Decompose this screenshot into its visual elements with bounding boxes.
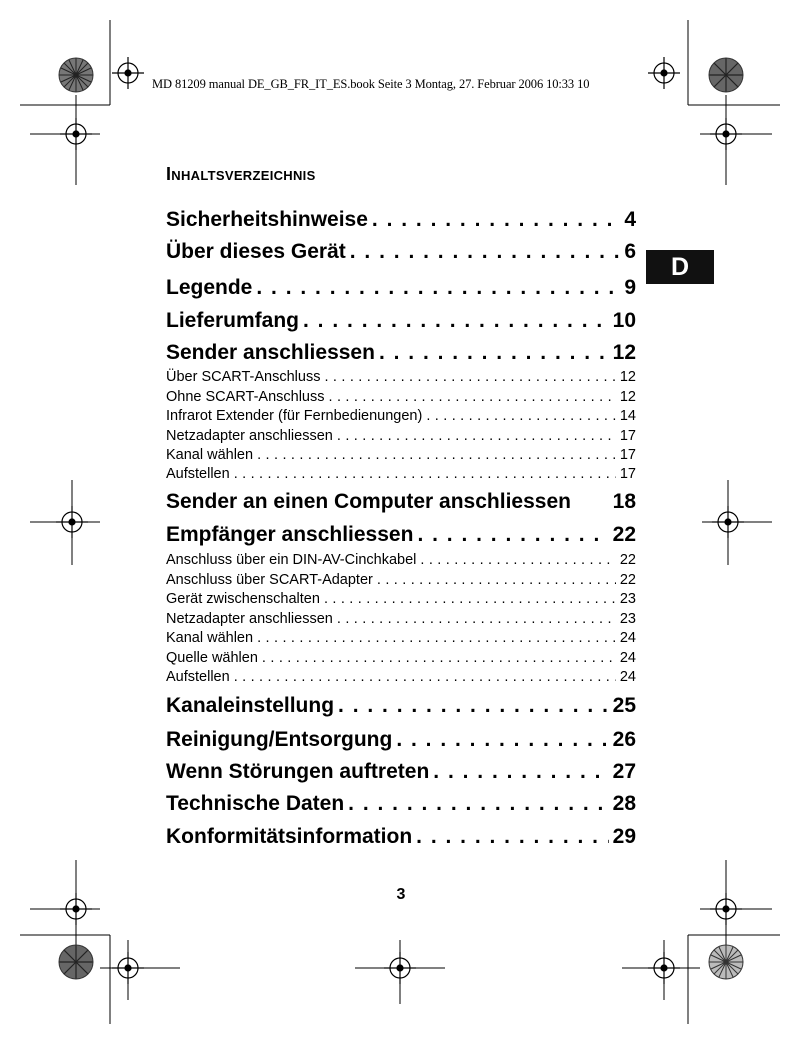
toc-entry-label: Anschluss über ein DIN-AV-Cinchkabel — [166, 552, 417, 568]
toc-leader — [262, 649, 616, 667]
toc-entry-label: Infrarot Extender (für Fernbedienungen) — [166, 408, 423, 424]
toc-entry-label: Über SCART-Anschluss — [166, 369, 321, 385]
toc-subentry[interactable] — [166, 427, 636, 445]
toc-entry-label: Empfänger anschliessen — [166, 523, 414, 546]
toc-leader — [372, 207, 620, 233]
toc-entry-label: Sender an einen Computer anschliessen — [166, 490, 571, 513]
registration-target-icon — [648, 57, 680, 89]
toc-entry-page: 27 — [612, 760, 636, 783]
toc-entry-page: 6 — [624, 240, 636, 263]
toc-entry-page: 4 — [624, 208, 636, 231]
registration-target-icon — [56, 506, 88, 538]
registration-target-icon — [384, 952, 416, 984]
toc-leader — [337, 610, 616, 628]
toc-leader — [396, 727, 608, 753]
toc-entry[interactable] — [166, 489, 636, 515]
toc-leader — [426, 407, 616, 425]
toc-subentry[interactable] — [166, 388, 636, 406]
toc-entry-label: Aufstellen — [166, 669, 230, 685]
toc-entry-page: 29 — [612, 825, 636, 848]
toc-entry-page: 10 — [612, 309, 636, 332]
toc-entry-page: 12 — [619, 389, 636, 405]
toc-leader — [338, 693, 609, 719]
registration-target-icon — [60, 118, 92, 150]
toc-leader — [234, 465, 616, 483]
toc-subentry[interactable] — [166, 551, 636, 569]
toc-subentry[interactable] — [166, 465, 636, 483]
toc-entry[interactable] — [166, 693, 636, 719]
toc-entry-label: Lieferumfang — [166, 309, 300, 332]
registration-target-icon — [648, 952, 680, 984]
print-file-info: MD 81209 manual DE_GB_FR_IT_ES.book Seite 3 Montag, 27. Februar 2006 10:33 10 — [152, 77, 590, 91]
toc-entry-label: Gerät zwischenschalten — [166, 591, 320, 607]
color-wheel-icon — [59, 58, 93, 92]
toc-entry-page: 23 — [619, 611, 636, 627]
toc-entry[interactable] — [166, 824, 636, 850]
toc-entry[interactable] — [166, 207, 636, 233]
toc-leader — [348, 791, 608, 817]
toc-leader — [303, 308, 609, 334]
toc-entry-label: Netzadapter anschliessen — [166, 611, 333, 627]
toc-leader — [417, 522, 608, 548]
toc-leader — [379, 340, 609, 366]
toc-entry-page: 22 — [619, 572, 636, 588]
registration-target-icon — [710, 893, 742, 925]
toc-entry-label: Sicherheitshinweise — [166, 208, 368, 231]
toc-entry-page: 25 — [612, 694, 636, 717]
toc-leader — [416, 824, 608, 850]
toc-entry-page: 14 — [619, 408, 636, 424]
toc-leader — [350, 239, 621, 265]
toc-leader — [324, 590, 616, 608]
color-wheel-icon — [709, 58, 743, 92]
toc-subentry[interactable] — [166, 368, 636, 386]
registration-target-icon — [60, 893, 92, 925]
toc-entry-label: Konformitätsinformation — [166, 825, 413, 848]
toc-entry[interactable] — [166, 340, 636, 366]
toc-entry-label: Anschluss über SCART-Adapter — [166, 572, 373, 588]
toc-entry[interactable] — [166, 275, 636, 301]
toc-leader — [257, 629, 616, 647]
toc-entry[interactable] — [166, 791, 636, 817]
toc-entry-page: 17 — [619, 447, 636, 463]
toc-entry-page: 24 — [619, 650, 636, 666]
toc-leader — [433, 759, 608, 785]
toc-entry-page: 9 — [624, 276, 636, 299]
toc-entry[interactable] — [166, 239, 636, 265]
page-number: 3 — [396, 886, 406, 903]
toc-entry-label: Kanal wählen — [166, 447, 254, 463]
toc-leader — [329, 388, 616, 406]
toc-subentry[interactable] — [166, 590, 636, 608]
toc-entry-page: 17 — [619, 428, 636, 444]
toc-entry-label: Über dieses Gerät — [166, 240, 346, 263]
toc-entry-label: Kanaleinstellung — [166, 694, 335, 717]
toc-entry-page: 12 — [619, 369, 636, 385]
toc-subentry[interactable] — [166, 668, 636, 686]
toc-entry-page: 12 — [612, 341, 636, 364]
toc-entry-page: 18 — [612, 490, 636, 513]
toc-subentry[interactable] — [166, 446, 636, 464]
toc-subentry[interactable] — [166, 407, 636, 425]
toc-entry[interactable] — [166, 727, 636, 753]
toc-entry[interactable] — [166, 759, 636, 785]
toc-entry-label: Wenn Störungen auftreten — [166, 760, 430, 783]
toc-subentry[interactable] — [166, 629, 636, 647]
toc-entry-page: 23 — [619, 591, 636, 607]
toc-entry-page: 22 — [619, 552, 636, 568]
language-tab: D — [646, 250, 714, 284]
toc-leader — [256, 275, 620, 301]
toc-leader — [337, 427, 616, 445]
toc-entry-page: 24 — [619, 669, 636, 685]
registration-target-icon — [712, 506, 744, 538]
toc-subentry[interactable] — [166, 571, 636, 589]
toc-entry-page: 26 — [612, 728, 636, 751]
toc-entry-label: Technische Daten — [166, 792, 345, 815]
toc-leader — [234, 668, 616, 686]
toc-entry-label: Ohne SCART-Anschluss — [166, 389, 325, 405]
toc-leader — [420, 551, 615, 569]
toc-entry-label: Legende — [166, 276, 253, 299]
toc-leader — [377, 571, 616, 589]
registration-target-icon — [112, 952, 144, 984]
color-wheel-icon — [59, 945, 93, 979]
toc-entry[interactable] — [166, 522, 636, 548]
toc-entry-page: 22 — [612, 523, 636, 546]
toc-subentry[interactable] — [166, 610, 636, 628]
toc-entry-label: Kanal wählen — [166, 630, 254, 646]
toc-entry-page: 24 — [619, 630, 636, 646]
toc-entry-page: 17 — [619, 466, 636, 482]
toc-entry-page: 28 — [612, 792, 636, 815]
color-wheel-icon — [709, 945, 743, 979]
toc-entry-label: Quelle wählen — [166, 650, 258, 666]
toc-entry-label: Aufstellen — [166, 466, 230, 482]
toc-entry-label: Sender anschliessen — [166, 341, 375, 364]
toc-leader — [324, 368, 615, 386]
toc-entry-label: Netzadapter anschliessen — [166, 428, 333, 444]
registration-target-icon — [710, 118, 742, 150]
registration-target-icon — [112, 57, 144, 89]
toc-subentry[interactable] — [166, 649, 636, 667]
toc-entry-label: Reinigung/Entsorgung — [166, 728, 393, 751]
toc-entry[interactable] — [166, 308, 636, 334]
toc-title: Inhaltsverzeichnis — [166, 164, 316, 184]
toc-leader — [257, 446, 616, 464]
